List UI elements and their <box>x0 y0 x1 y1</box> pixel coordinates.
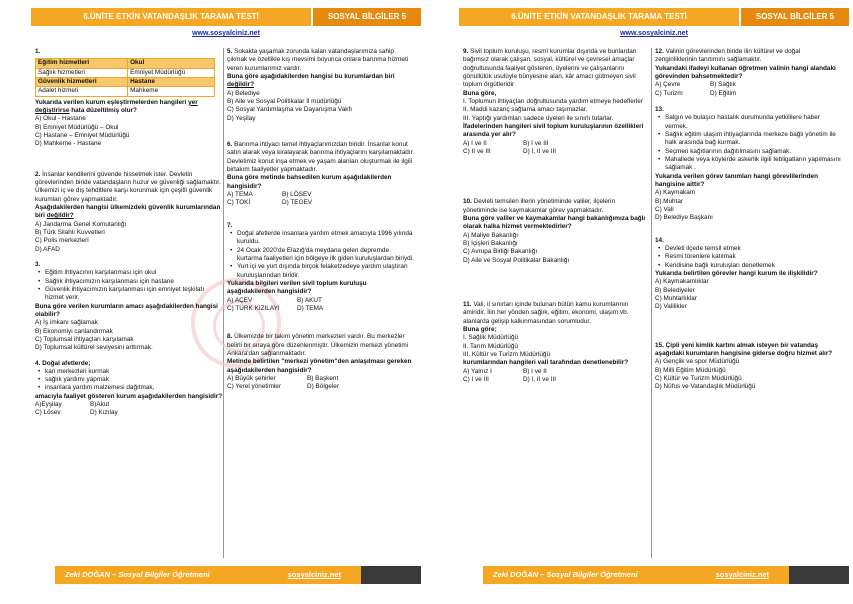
answer-option[interactable]: C) TOKİ <box>227 199 251 207</box>
footer-block <box>789 566 849 584</box>
question-4 <box>35 360 223 418</box>
table-cell: Emniyet Müdürlüğü <box>128 68 215 77</box>
answer-option[interactable]: A) TEMA <box>227 190 253 198</box>
test-title: 6.ÜNİTE ETKİN VATANDAŞLIK TARAMA TESTİ <box>511 12 687 21</box>
site-link[interactable]: www.sosyalciniz.net <box>192 30 260 37</box>
question-number: 4. Doğal afetlerde; <box>35 359 91 367</box>
question-number: 3. <box>35 260 41 268</box>
question-number: 1. <box>35 48 41 55</box>
question-stem: Yukarıdaki ifadeyi kullanan öğretmen valinin hangi alandaki görevinden bahsetmektedir? <box>655 64 836 80</box>
question-stem: İfadelerinden hangileri sivil toplum kuruluşlarının özellikleri arasında yer alır? <box>463 122 644 139</box>
statement-item: I. Sağlık Müdürlüğü <box>463 334 519 342</box>
question-8: 8. Ülkemizde bir takım yönetim merkezleri vardır. Bu merkezler belirli bir sıraya göre düzenlenmiştir. Ülkemizin merkezi yönetimi Ankara'dan sağlanmaktadır. Metinde belirtilen ''merkezi yönetim''den anlaşılması gereken aşağıdakilerden hangisidir? A) Büyük şehirler B) Başkent C) Yerel yönetimler D) Bölgeler <box>227 333 415 391</box>
page-left <box>31 8 421 584</box>
question-12: 12. Valinin görevlerinden biride ilin kültürel ve doğal zenginliklerinin tanıtımını sağlamaktır. Yukarıdaki ifadeyi kullanan öğretmen valinin hangi alandaki görevinden bahsetmektedir? A) Çevre B) Sağlık C) Turizm D) Eğitim <box>655 48 843 98</box>
answer-option[interactable]: A) Yalnız I <box>463 367 492 375</box>
question-stem: Buna göre valiler ve kaymakamlar hangi bakanlığımıza bağlı olarak halka hizmet vermektedirler? <box>463 214 646 231</box>
footer-link[interactable]: sosyalciniz.net <box>715 570 769 580</box>
answer-option[interactable]: C) Hastane – Emniyet Müdürlüğü <box>35 131 130 139</box>
question-6: 6. Barınma ihtiyacı temel ihtiyaçlarımızdan biridir. İnsanlar konut satın alarak veya kiralayarak barınma ihtiyaçlarını karşılamaktadır. Devletimiz konut inşa etmek ve yaşam alanları oluşturmak ile ilgili birtakım faaliyetler yapmaktadır. Buna göre metinde bahsedilen kurum aşağıdakilerden hangisidir? A) TEMA B) LÖSEV C) TOKİ D) TEGEV <box>227 140 415 207</box>
column-3 <box>463 48 651 558</box>
answer-option[interactable]: D) Yeşilay <box>227 114 256 122</box>
question-10: 10. Devleti temsilen illerin yönetiminde valiler, ilçelerin yönetiminde ise kaymakamlar görev yapmaktadır. Buna göre valiler ve kaymakamlar hangi bakanlığımıza bağlı olarak halka hizmet vermektedirler? A) Maliye Bakanlığı B) İçişleri Bakanlığı C) Avrupa Birliği Bakanlığı D) Aile ve Sosyal Politikalar Bakanlığı <box>463 198 651 265</box>
question-text: Barınma ihtiyacı temel ihtiyaçlarımızdan biridir. İnsanlar konut satın alarak veya kiralayarak barınma ihtiyaçlarını karşılamaktadır. Devletimiz konut inşa etmek ve yaşam alanları oluşturmak ile ilgili birtakım faaliyetler yapmaktadır. <box>227 140 415 173</box>
question-3 <box>35 261 223 353</box>
site-link[interactable]: www.sosyalciniz.net <box>620 30 688 37</box>
answer-option[interactable]: D) Bölgeler <box>307 383 339 391</box>
answer-option[interactable]: D) AFAD <box>35 245 60 253</box>
bullet-item: • sağlık yardımı yapmak <box>45 376 223 384</box>
answer-option[interactable]: B) Başkent <box>307 374 339 382</box>
answer-option[interactable]: C) Vali <box>655 205 674 213</box>
question-stem: Yukarıda verilen kurum eşleştirmelerden hangileri yer değiştirirse hata düzeltilmiş olur? <box>35 98 198 114</box>
bullet-item: • insanlara yardım malzemesi dağıtmak, <box>45 384 223 392</box>
question-1 <box>35 48 223 149</box>
table-cell: Adalet hizmeti <box>36 87 128 96</box>
answer-option[interactable]: C) Lösev <box>35 409 61 417</box>
question-stem: Yukarıda belirtilen görevler hangi kurum ile ilişkilidir? <box>655 269 818 277</box>
answer-option[interactable]: B) Ekonomiyi canlandırmak <box>35 327 113 335</box>
footer-author: Zeki DOĞAN – Sosyal Bilgiler Öğretmeni <box>493 570 638 580</box>
answer-option[interactable]: A)Eyşilay <box>35 401 62 409</box>
question-text: Devleti temsilen illerin yönetiminde valiler, ilçelerin yönetiminde ise kaymakamlar görev yapmaktadır. <box>463 198 616 214</box>
question-stem: Yukarıda verilen görev tanımları hangi görevlilerinden hangisine aittir? <box>655 172 819 188</box>
answer-option[interactable]: A) Büyük şehirler <box>227 374 276 382</box>
bullet-item: • Resmi törenlere katılmak <box>665 253 843 261</box>
question-15 <box>655 342 843 392</box>
footer-link[interactable]: sosyalciniz.net <box>287 570 341 580</box>
answer-option[interactable]: D) Eğitim <box>710 89 737 97</box>
answer-option[interactable]: B) I ve II <box>523 367 547 375</box>
bullet-item: • kan merkezleri kurmak <box>45 368 223 376</box>
test-title: 6.ÜNİTE ETKİN VATANDAŞLIK TARAMA TESTİ <box>83 12 259 21</box>
table-cell: Sağlık hizmetleri <box>36 68 128 77</box>
answer-option[interactable]: C) Avrupa Birliği Bakanlığı <box>463 248 538 256</box>
answer-option[interactable]: B) Milli Eğitim Müdürlüğü <box>655 366 726 374</box>
question-13 <box>655 106 843 223</box>
footer-notch <box>31 566 55 584</box>
column-divider <box>651 48 652 558</box>
answer-option[interactable]: D) I, II ve III <box>523 147 557 155</box>
answer-option[interactable]: B) LÖSEV <box>282 190 312 198</box>
question-11: 11. Vali, il sınırları içinde bulunan bütün kamu kurumlarının amiridir. İlin her yönden sağlık, eğitim, ekonomi, ulaşım vb. alanlarda gelişip kalkınmasından sorumludur. Buna göre; I. Sağlık Müdürlüğü II. Tarım Müdürlüğü III. Kültür ve Turizm Müdürlüğü kurumlarından hangileri vali tarafından denetlenebilir? A) Yalnız I B) I ve II C) I ve III D) I, II ve III <box>463 301 651 384</box>
answer-option[interactable]: C) II ve III <box>463 147 491 155</box>
answer-option[interactable]: D) Aile ve Sosyal Politikalar Bakanlığı <box>463 256 570 264</box>
bullet-item: • Mahallede veya köylerde askerlik ilgili tebligatların yapılmasını sağlamak . <box>665 156 843 173</box>
column-1 <box>35 48 223 558</box>
bullet-item: • Eğitim ihtiyacının karşılanması için okul <box>45 269 223 277</box>
question-number: 13. <box>655 105 664 113</box>
answer-option[interactable]: B) İçişleri Bakanlığı <box>463 239 518 247</box>
answer-option[interactable]: C) Turizm <box>655 89 683 97</box>
question-text: Sokakta yaşamak zorunda kalan vatandaşlarımıza sahip çıkmak ve özellikle kış mevsimi boyunca onlara barınma hizmeti veren kurumlarımız vardır. <box>227 48 409 72</box>
answer-option[interactable]: A) İş imkanı sağlamak <box>35 319 98 327</box>
matching-table <box>35 58 215 96</box>
bullet-item: • Yurt içi ve yurt dışında birçok felaketzedeye yardım ulaştıran kuruluşlarından biridir. <box>237 263 415 280</box>
bullet-item: • Devleti ilçede temsil etmek <box>665 245 843 253</box>
answer-option[interactable]: B) I ve III <box>523 139 549 147</box>
answer-option[interactable]: D) TEGEV <box>282 199 313 207</box>
answer-option[interactable]: A) I ve II <box>463 139 487 147</box>
question-stem: Buna göre aşağıdakilerden hangisi bu kurumlardan biri değildir? <box>227 72 395 89</box>
answer-option[interactable]: C) Polis merkezleri <box>35 237 89 245</box>
answer-option[interactable]: A) Kaymakamlıklar <box>655 278 709 286</box>
answer-option[interactable]: C) Muhtarlıklar <box>655 294 697 302</box>
answer-option[interactable]: C) Kültür ve Turizm Müdürlüğü <box>655 374 742 382</box>
question-5: 5. Sokakta yaşamak zorunda kalan vatandaşlarımıza sahip çıkmak ve özellikle kış mevsimi boyunca onlara barınma hizmeti veren kurumlarımız vardır. Buna göre aşağıdakilerden hangisi bu kurumlardan biri değildir? A) Belediye B) Aile ve Sosyal Politikalar İl müdürlüğü C) Sosyal Yardımlaşma ve Dayanışma Vakfı D) Yeşilay <box>227 48 415 123</box>
answer-option[interactable]: C) TÜRK KIZILAYI <box>227 304 280 312</box>
question-stem: Buna göre verilen kurumların amacı aşağıdakilerden hangisi olabilir? <box>35 302 218 318</box>
bullet-item: • Güvenlik ihtiyacımızın karşılanması için emniyet teşkilatı hizmet verir. <box>45 286 223 303</box>
question-stem: amacıyla faaliyet gösteren kurum aşağıdakilerden hangisidir? <box>35 392 223 400</box>
answer-option[interactable]: C) Yerel yönetimler <box>227 383 281 391</box>
statement-item: III. Kültür ve Turizm Müdürlüğü <box>463 350 551 358</box>
page-header <box>459 8 849 26</box>
answer-option[interactable]: D) Kızılay <box>90 409 118 417</box>
statement-item: III. Yaptığı yardımları sadece üyeleri ile sınırlı tutarlar. <box>463 114 614 122</box>
question-lead: Buna göre; <box>463 325 497 333</box>
answer-option[interactable]: A) Maliye Bakanlığı <box>463 231 519 239</box>
bullet-item: • Sağlık ihtiyacımızın karşılanması için hastane <box>45 278 223 286</box>
answer-option[interactable]: B) AKUT <box>297 296 322 304</box>
bullet-item: • Seçmen kağıtlarının dağıtılmasını sağlamak. <box>665 148 843 156</box>
question-text: Ülkemizde bir takım yönetim merkezleri vardır. Bu merkezler belirli bir sıraya göre düzenlenmiştir. Ülkemizin merkezi yönetimi Ankara'dan sağlanmaktadır. <box>227 333 409 357</box>
table-cell: Mahkeme <box>128 87 215 96</box>
answer-option[interactable]: C) Sosyal Yardımlaşma ve Dayanışma Vakfı <box>227 106 353 114</box>
question-text: Vali, il sınırları içinde bulunan bütün kamu kurumlarının amiridir. İlin her yönden sağlık, eğitim, ekonomi, ulaşım vb. alanlarda gelişip kalkınmasından sorumludur. <box>463 300 629 325</box>
column-2 <box>227 48 415 558</box>
answer-option[interactable]: B) Sağlık <box>710 81 736 89</box>
subject-label: SOSYAL BİLGİLER 5 <box>311 8 421 26</box>
question-stem: Buna göre metinde bahsedilen kurum aşağıdakilerden hangisidir? <box>227 174 392 190</box>
footer-author: Zeki DOĞAN – Sosyal Bilgiler Öğretmeni <box>65 570 210 580</box>
answer-option[interactable]: D) Nüfus ve Vatandaşlık Müdürlüğü <box>655 383 756 391</box>
answer-option[interactable]: B) Türk Silahlı Kuvvetleri <box>35 228 105 236</box>
bullet-item: • Doğal afetlerde insanlara yardım etmek amacıyla 1996 yılında kuruldu. <box>237 230 415 247</box>
page-footer <box>31 566 421 584</box>
column-4 <box>655 48 843 558</box>
question-stem: Metinde belirtilen ''merkezi yönetim''den anlaşılması gereken aşağıdakilerden hangisidir? <box>227 358 412 374</box>
answer-option[interactable]: B)Akut <box>90 401 110 409</box>
question-lead: Buna göre, <box>463 89 497 97</box>
answer-option[interactable]: D) Belediye Başkanı <box>655 214 713 222</box>
answer-option[interactable]: D) TEMA <box>297 304 324 312</box>
answer-option[interactable]: B) Muhtar <box>655 197 684 205</box>
answer-option[interactable]: A) Kaymakam <box>655 189 696 197</box>
answer-option[interactable]: C) I ve III <box>463 375 489 383</box>
table-cell: Okul <box>128 59 215 68</box>
bullet-item: • Salgın ve bulaşıcı hastalık durumunda yetkililere haber vermek. <box>665 114 843 131</box>
question-number: 14. <box>655 236 664 244</box>
answer-option[interactable]: D) Mahkeme - Hastane <box>35 140 102 148</box>
answer-option[interactable]: A) Belediye <box>227 89 260 97</box>
question-2: 2. İnsanlar kendilerini güvende hissetmek ister. Devletin görevlerinden biride vatandaşların huzur ve güvenliği sağlamaktır. Ülkemizi iç ve dış tehditlere karşı korunmak için çeşitli güvenlik kurumları görev yapmaktadır. Aşağıdakilerden hangisi ülkemizdeki güvenlik kurumlarından biri değildir? A) Jandarma Genel Komutanlığı B) Türk Silahlı Kuvvetleri C) Polis merkezleri D) AFAD <box>35 171 223 254</box>
answer-option[interactable]: B) Emniyet Müdürlüğü – Okul <box>35 123 119 131</box>
answer-option[interactable]: A) Okul - Hastane <box>35 115 86 123</box>
answer-option[interactable]: D) Toplumsal kültürel seviyesini arttırmak. <box>35 344 153 352</box>
statement-item: I. Toplumun ihtiyaçları doğrultusunda yardım etmeye hedeflerler <box>463 97 643 105</box>
question-14 <box>655 237 843 312</box>
subject-label: SOSYAL BİLGİLER 5 <box>739 8 849 26</box>
question-stem: Aşağıdakilerden hangisi ülkemizdeki güvenlik kurumlarından biri değildir? <box>35 203 221 220</box>
answer-option[interactable]: A) Çevre <box>655 81 681 89</box>
table-cell: Hastane <box>128 77 215 86</box>
table-cell: Eğitim hizmetleri <box>36 59 128 68</box>
question-stem: kurumlarından hangileri vali tarafından denetlenebilir? <box>463 359 629 367</box>
table-cell: Güvenlik hizmetleri <box>36 77 128 86</box>
question-text: Sivil toplum kuruluşu, resmî kurumlar dışında ve bunlardan bağımsız olarak çalışan, sosyal, kültürel ve çevresel amaçlar doğrultusunda faaliyet gösteren, üyelerini ve çalışanlarını gönüllülük usulüyle bünyesine alan, kâr amacı gütmeyen sivil toplum örgütleridir <box>463 48 637 89</box>
bullet-item: • 24 Ocak 2020'de Elazığ'da meydana gelen depremde kurtarma faaliyetleri için bölgeye ilk giden kuruluşlardan biriydi. <box>237 247 415 264</box>
question-text: Valinin görevlerinden biride ilin kültürel ve doğal zenginliklerinin tanıtımını sağlamaktır. <box>655 48 801 64</box>
question-number: 7. <box>227 221 233 229</box>
answer-option[interactable]: C) Toplumsal ihtiyaçları karşılamak <box>35 335 134 343</box>
bullet-item: • Sağlık eğitim ulaşım ihtiyaçlarında merkeze bağlı yönetim ile halk arasında bağ kurmak. <box>665 131 843 148</box>
answer-option[interactable]: A) Gençlik ve spor Müdürlüğü <box>655 358 740 366</box>
answer-option[interactable]: A) Jandarma Genel Komutanlığı <box>35 220 127 228</box>
page-header <box>31 8 421 26</box>
question-stem: 15. Çipli yeni kimlik kartını almak isteyen bir vatandaş aşağıdaki kurumların hangisine giderse doğru hizmet alır? <box>655 341 833 357</box>
question-9: 9. Sivil toplum kuruluşu, resmî kurumlar dışında ve bunlardan bağımsız olarak çalışan, sosyal, kültürel ve çevresel amaçlar doğrultusunda faaliyet gösteren, üyelerini ve çalışanlarını gönüllülük usulüyle bünyesine alan, kâr amacı gütmeyen sivil toplum örgütleridir Buna göre, I. Toplumun ihtiyaçları doğrultusunda yardım etmeye hedeflerler II. Maddi kazanç sağlama amacı taşımazlar. III. Yaptığı yardımları sadece üyeleri ile sınırlı tutarlar. İfadelerinden hangileri sivil toplum kuruluşlarının özellikleri arasında yer alır? A) I ve II B) I ve III C) II ve III D) I, II ve III <box>463 48 651 156</box>
page-footer <box>459 566 849 584</box>
question-text: İnsanlar kendilerini güvende hissetmek ister. Devletin görevlerinden biride vatandaşların huzur ve güvenliği sağlamaktır. Ülkemizi iç ve dış tehditlere karşı korunmak için çeşitli güvenlik kurumları görev yapmaktadır. <box>35 170 221 203</box>
footer-notch <box>459 566 483 584</box>
answer-option[interactable]: A) AÇEV <box>227 296 253 304</box>
page-right <box>459 8 849 584</box>
answer-option[interactable]: D) I, II ve III <box>523 375 557 383</box>
answer-option[interactable]: B) Aile ve Sosyal Politikalar İl müdürlüğü <box>227 97 342 105</box>
statement-item: II. Tarım Müdürlüğü <box>463 342 518 350</box>
bullet-item: • Kendisine bağlı kuruluşları denetlemek <box>665 262 843 270</box>
footer-block <box>361 566 421 584</box>
answer-option[interactable]: D) Valilikler <box>655 303 687 311</box>
question-7 <box>227 222 415 314</box>
answer-option[interactable]: B) Belediyeler <box>655 286 695 294</box>
question-stem: Yukarıda bilgileri verilen sivil toplum kuruluşu aşağıdakilerden hangisidir? <box>227 279 367 296</box>
statement-item: II. Maddi kazanç sağlama amacı taşımazlar. <box>463 106 588 114</box>
